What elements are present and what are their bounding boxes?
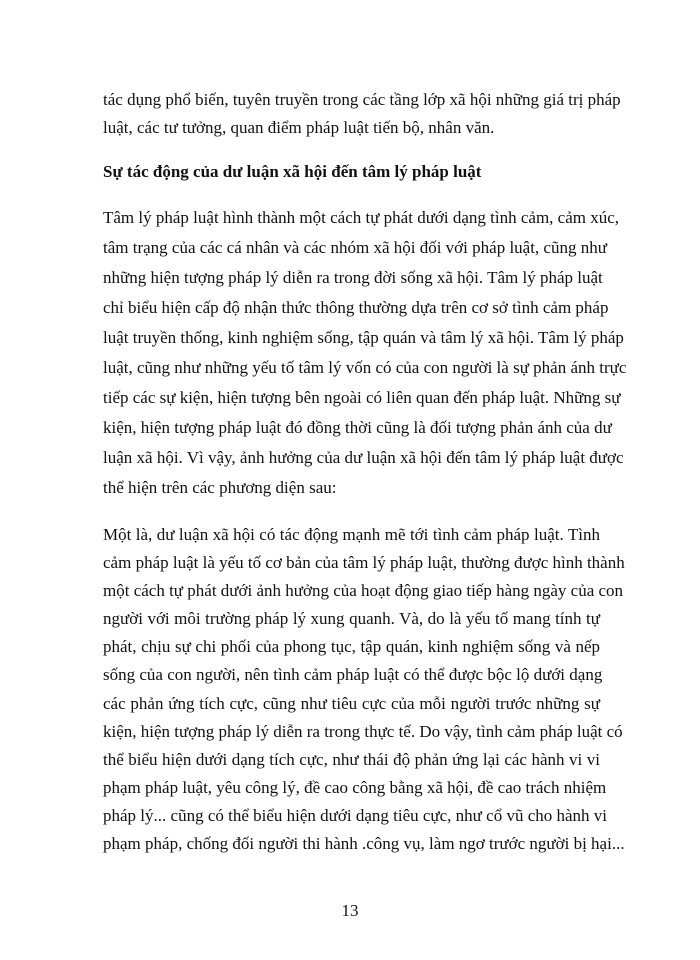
text-line: tiếp các sự kiện, hiện tượng bên ngoài có liên quan đến pháp luật. Những sự — [103, 388, 621, 407]
text-line: Một là, dư luận xã hội có tác động mạnh mẽ tới tình cảm pháp luật. Tình — [103, 525, 600, 544]
text-line: tâm trạng của các cá nhân và các nhóm xã hội đối với pháp luật, cũng như — [103, 238, 607, 257]
text-line: phát, chịu sự chi phối của phong tục, tập quán, kinh nghiệm sống và nếp — [103, 637, 600, 657]
intro-paragraph — [103, 86, 621, 142]
text-line: sống của con người, nên tình cảm pháp luật có thể được bộc lộ dưới dạng — [103, 665, 603, 685]
text-line: thể hiện trên các phương diện sau: — [103, 478, 337, 497]
section-heading: Sự tác động của dư luận xã hội đến tâm lý pháp luật — [103, 162, 482, 181]
text-line: chỉ biểu hiện cấp độ nhận thức thông thường dựa trên cơ sở tình cảm pháp — [103, 298, 609, 317]
text-line: các phản ứng tích cực, cũng như tiêu cực của mỗi người trước những sự — [103, 693, 600, 713]
page-number: 13 — [341, 901, 359, 920]
text-line: luận xã hội. Vì vậy, ảnh hưởng của dư luận xã hội đến tâm lý pháp luật được — [103, 448, 624, 467]
text-line: tác dụng phổ biến, tuyên truyền trong các tầng lớp xã hội những giá trị pháp — [103, 90, 621, 109]
text-line: một cách tự phát dưới ảnh hưởng của hoạt động giao tiếp hàng ngày của con — [103, 581, 624, 601]
paragraph-2 — [103, 521, 625, 858]
text-line: phạm pháp, chống đối người thi hành .công vụ, làm ngơ trước người bị hại... — [103, 834, 625, 854]
text-line: cảm pháp luật là yếu tố cơ bản của tâm lý pháp luật, thường được hình thành — [103, 553, 625, 573]
text-line: những hiện tượng pháp lý diễn ra trong đời sống xã hội. Tâm lý pháp luật — [103, 268, 603, 287]
text-line: luật truyền thống, kinh nghiệm sống, tập quán và tâm lý xã hội. Tâm lý pháp — [103, 328, 624, 347]
text-line: Tâm lý pháp luật hình thành một cách tự phát dưới dạng tình cảm, cảm xúc, — [103, 208, 620, 227]
text-line: kiện, hiện tượng pháp lý diễn ra trong thực tế. Do vậy, tình cảm pháp luật có — [103, 721, 623, 741]
text-line: luật, các tư tưởng, quan điểm pháp luật tiến bộ, nhân văn. — [103, 118, 495, 137]
text-line: kiện, hiện tượng pháp luật đó đồng thời cũng là đối tượng phản ánh của dư — [103, 418, 612, 437]
text-line: người với môi trường pháp lý xung quanh. Và, do là yếu tố mang tính tự — [103, 609, 600, 629]
text-line: pháp lý... cũng có thể biểu hiện dưới dạng tiêu cực, như cổ vũ cho hành vi — [103, 805, 608, 825]
paragraph-1 — [103, 203, 627, 503]
text-line: luật, cũng như những yếu tố tâm lý vốn có của con người là sự phản ánh trực — [103, 358, 627, 377]
text-line: thể biểu hiện dưới dạng tích cực, như thái độ phản ứng lại các hành vi vi — [103, 749, 600, 769]
text-line: phạm pháp luật, yêu công lý, đề cao công bằng xã hội, đề cao trách nhiệm — [103, 777, 607, 797]
